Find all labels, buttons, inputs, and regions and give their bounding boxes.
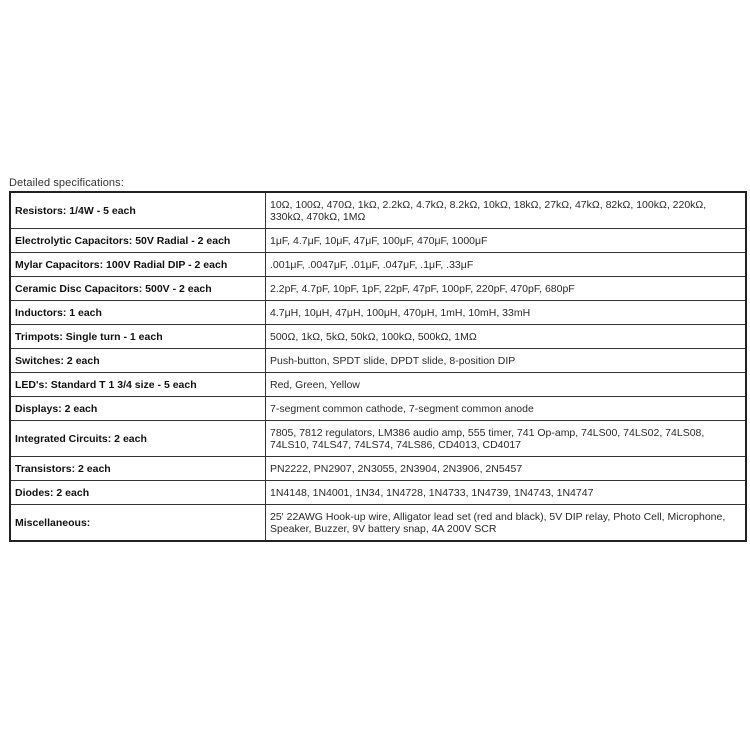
table-row <box>10 421 746 457</box>
row-values: 7-segment common cathode, 7-segment common anode <box>266 397 747 421</box>
row-category: Electrolytic Capacitors: 50V Radial - 2 each <box>10 229 266 253</box>
row-values: 500Ω, 1kΩ, 5kΩ, 50kΩ, 100kΩ, 500kΩ, 1MΩ <box>266 325 747 349</box>
table-row <box>10 325 746 349</box>
table-row <box>10 397 746 421</box>
row-category: Inductors: 1 each <box>10 301 266 325</box>
table-row <box>10 373 746 397</box>
table-row <box>10 192 746 229</box>
row-values: .001μF, .0047μF, .01μF, .047μF, .1μF, .33μF <box>266 253 747 277</box>
row-values: 7805, 7812 regulators, LM386 audio amp, 555 timer, 741 Op-amp, 74LS00, 74LS02, 74LS08, 74LS10, 74LS47, 74LS74, 74LS86, CD4013, CD4017 <box>266 421 747 457</box>
row-category: LED's: Standard T 1 3/4 size - 5 each <box>10 373 266 397</box>
table-row <box>10 457 746 481</box>
row-values: 4.7μH, 10μH, 47μH, 100μH, 470μH, 1mH, 10mH, 33mH <box>266 301 747 325</box>
row-values: PN2222, PN2907, 2N3055, 2N3904, 2N3906, 2N5457 <box>266 457 747 481</box>
row-category: Trimpots: Single turn - 1 each <box>10 325 266 349</box>
table-row <box>10 253 746 277</box>
table-row <box>10 301 746 325</box>
row-values: 10Ω, 100Ω, 470Ω, 1kΩ, 2.2kΩ, 4.7kΩ, 8.2kΩ, 10kΩ, 18kΩ, 27kΩ, 47kΩ, 82kΩ, 100kΩ, 220kΩ, 330kΩ, 470kΩ, 1MΩ <box>266 192 747 229</box>
row-category: Switches: 2 each <box>10 349 266 373</box>
row-category: Ceramic Disc Capacitors: 500V - 2 each <box>10 277 266 301</box>
caption-detailed-specifications: Detailed specifications: <box>9 177 124 189</box>
table-row <box>10 277 746 301</box>
row-values: 1μF, 4.7μF, 10μF, 47μF, 100μF, 470μF, 1000μF <box>266 229 747 253</box>
table-row <box>10 481 746 505</box>
table-row <box>10 229 746 253</box>
table-row <box>10 505 746 542</box>
row-category: Mylar Capacitors: 100V Radial DIP - 2 each <box>10 253 266 277</box>
row-category: Displays: 2 each <box>10 397 266 421</box>
row-values: Red, Green, Yellow <box>266 373 747 397</box>
row-values: Push-button, SPDT slide, DPDT slide, 8-position DIP <box>266 349 747 373</box>
row-values: 2.2pF, 4.7pF, 10pF, 1pF, 22pF, 47pF, 100pF, 220pF, 470pF, 680pF <box>266 277 747 301</box>
row-category: Transistors: 2 each <box>10 457 266 481</box>
table-row <box>10 349 746 373</box>
row-values: 1N4148, 1N4001, 1N34, 1N4728, 1N4733, 1N4739, 1N4743, 1N4747 <box>266 481 747 505</box>
row-category: Miscellaneous: <box>10 505 266 542</box>
specifications-table <box>9 191 747 542</box>
row-values: 25' 22AWG Hook-up wire, Alligator lead set (red and black), 5V DIP relay, Photo Cell, Microphone, Speaker, Buzzer, 9V battery snap, 4A 200V SCR <box>266 505 747 542</box>
row-category: Integrated Circuits: 2 each <box>10 421 266 457</box>
row-category: Resistors: 1/4W - 5 each <box>10 192 266 229</box>
row-category: Diodes: 2 each <box>10 481 266 505</box>
